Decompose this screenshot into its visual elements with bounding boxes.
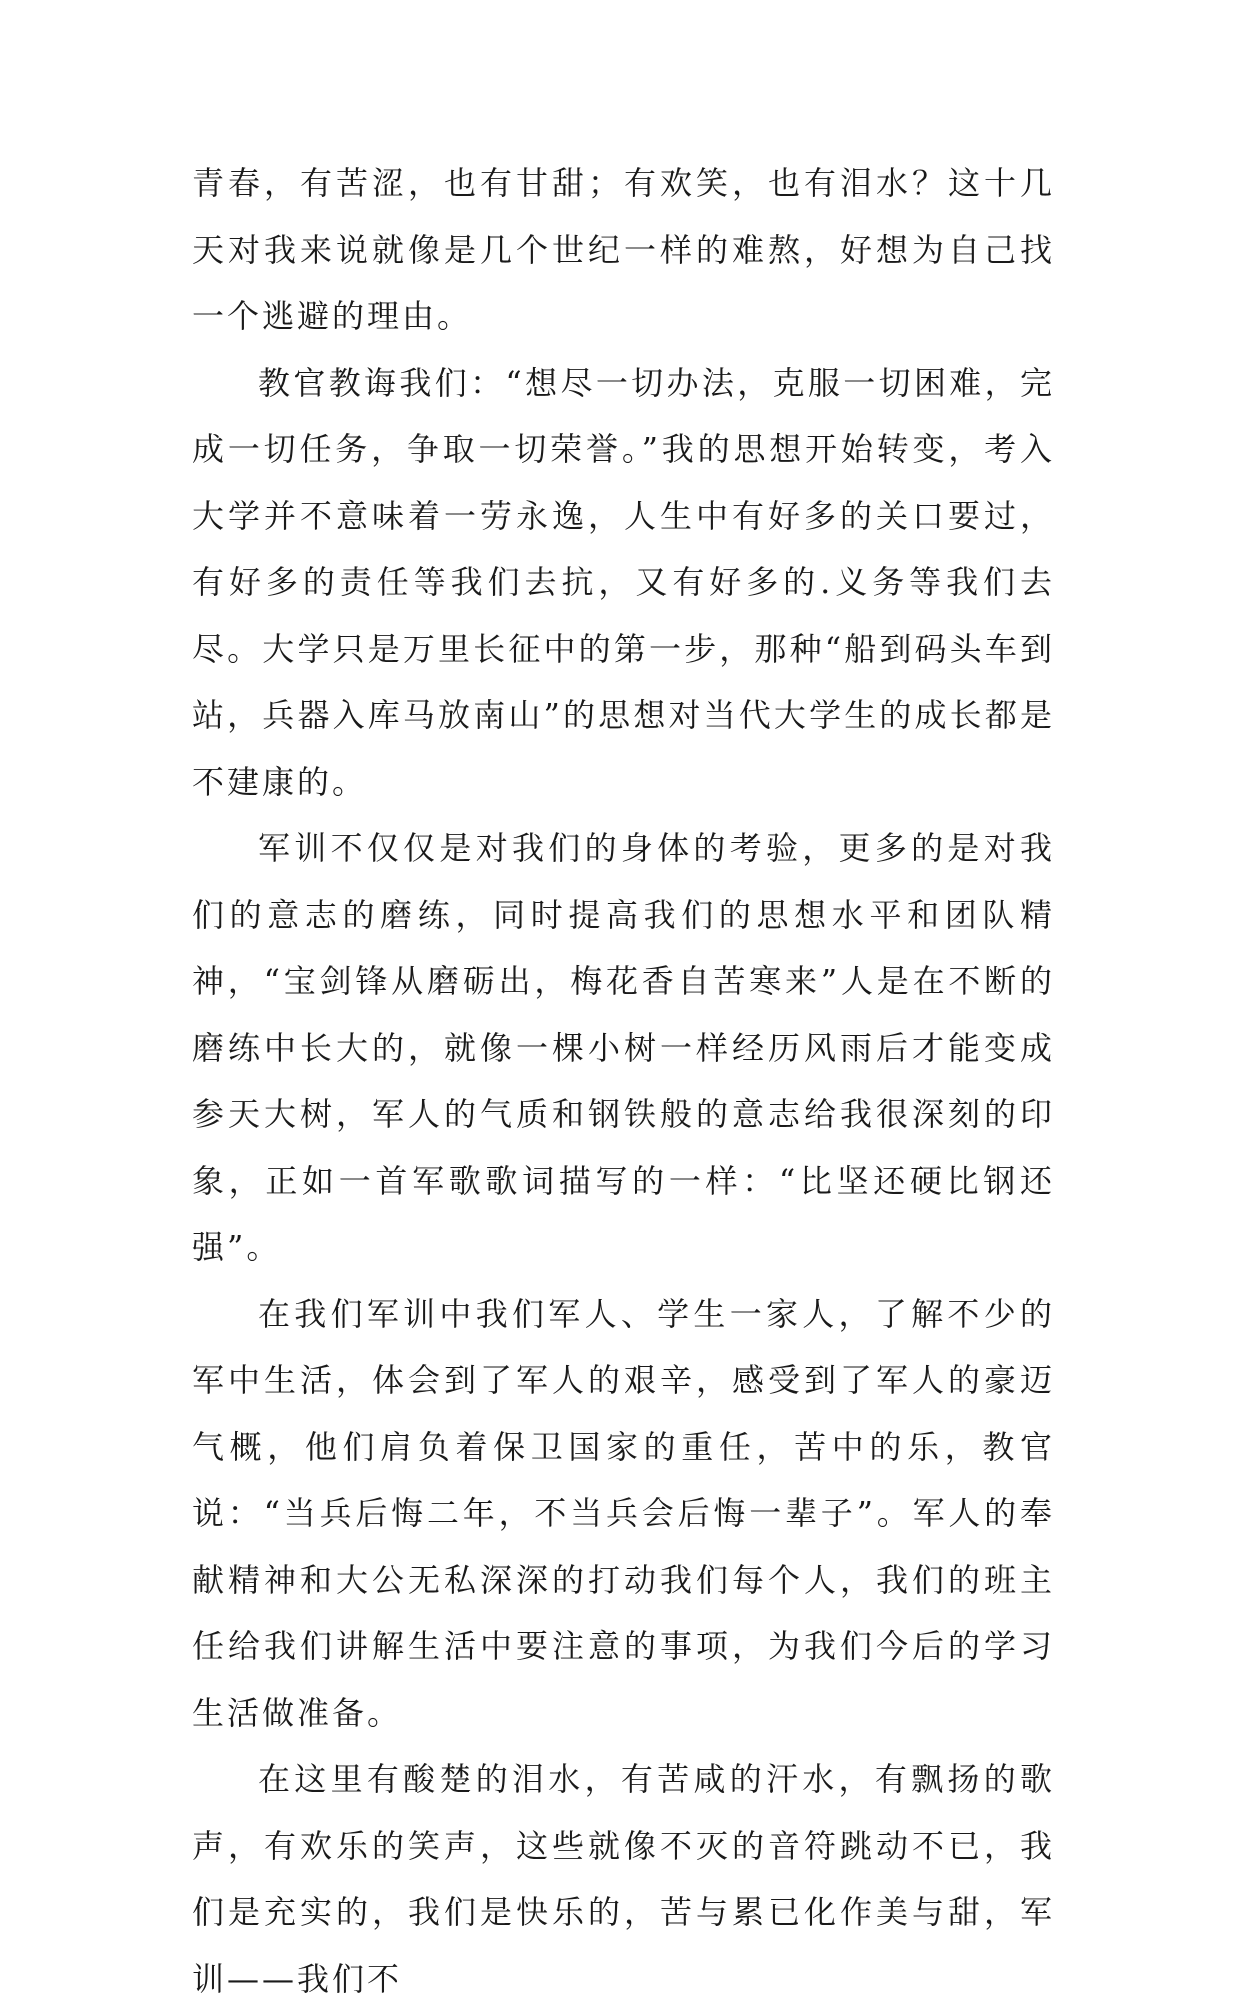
document-body (192, 150, 1055, 2012)
paragraph-5: 在这里有酸楚的泪水，有苦咸的汗水，有飘扬的歌声，有欢乐的笑声，这些就像不灭的音符跳动不已，我们是充实的，我们是快乐的，苦与累已化作美与甜，军训——我们不 (192, 1760, 1055, 1998)
paragraph-1: 青春，有苦涩，也有甘甜；有欢笑，也有泪水？这十几天对我来说就像是几个世纪一样的难熬，好想为自己找一个逃避的理由。 (192, 164, 1055, 335)
paragraph-3: 军训不仅仅是对我们的身体的考验，更多的是对我们的意志的磨练，同时提高我们的思想水平和团队精神，“宝剑锋从磨砺出，梅花香自苦寒来”人是在不断的磨练中长大的，就像一棵小树一样经历风雨后才能变成参天大树，军人的气质和钢铁般的意志给我很深刻的印象，正如一首军歌歌词描写的一样：“比坚还硬比钢还强”。 (192, 829, 1055, 1266)
paragraph-2: 教官教诲我们：“想尽一切办法，克服一切困难，完成一切任务，争取一切荣誉。”我的思想开始转变，考入大学并不意味着一劳永逸，人生中有好多的关口要过，有好多的责任等我们去抗，又有好多的.义务等我们去尽。大学只是万里长征中的第一步，那种“船到码头车到站，兵器入库马放南山”的思想对当代大学生的成长都是不建康的。 (192, 363, 1055, 801)
paragraph-4: 在我们军训中我们军人、学生一家人，了解不少的军中生活，体会到了军人的艰辛，感受到了军人的豪迈气概，他们肩负着保卫国家的重任，苦中的乐，教官说：“当兵后悔二年，不当兵会后悔一辈子”。军人的奉献精神和大公无私深深的打动我们每个人，我们的班主任给我们讲解生活中要注意的事项，为我们今后的学习生活做准备。 (192, 1294, 1055, 1732)
